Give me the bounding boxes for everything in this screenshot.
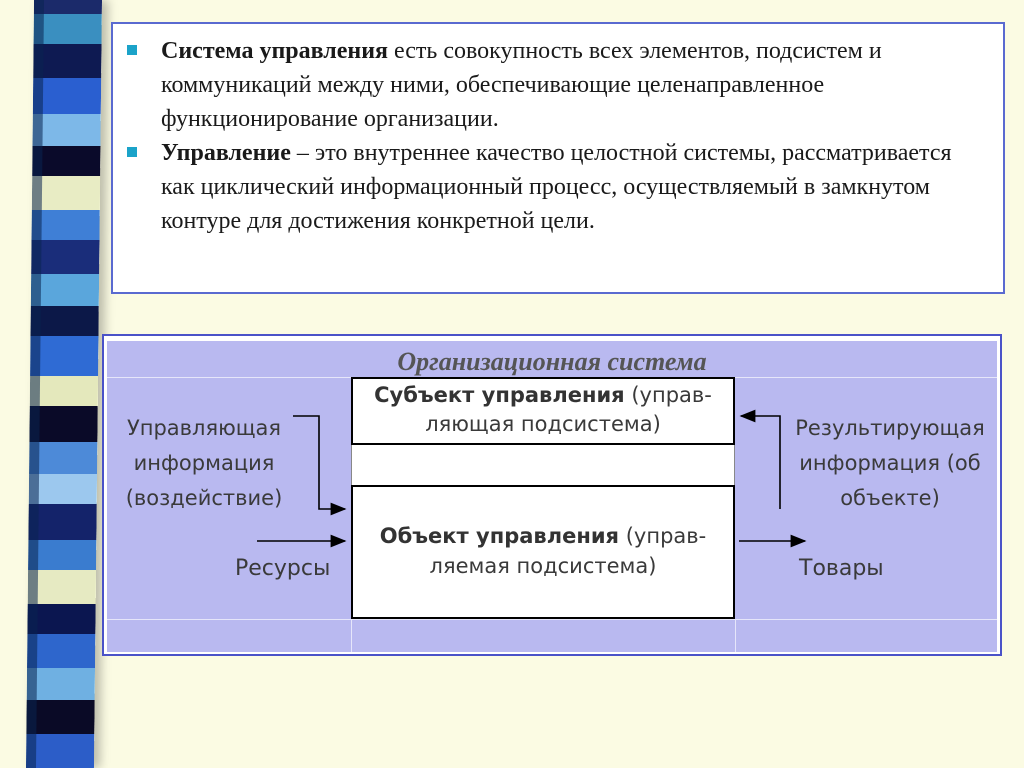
org-diagram [107, 341, 997, 652]
result-info-label: Результирующая информация (об объекте) [795, 416, 985, 510]
definition-text [161, 34, 989, 136]
subject-subtitle: (управ-ляющая подсистема) [425, 383, 712, 436]
square-bullet-icon [127, 45, 137, 55]
definition-item [127, 34, 989, 136]
feedback-arrow [741, 416, 780, 509]
definition-body: есть совокупность всех элементов, подсистем и коммуникаций между ними, обеспечивающие целенаправленное функционирование организации. [161, 38, 882, 132]
definition-term: Управление [161, 140, 291, 166]
diagram-arrows [107, 341, 997, 652]
object-subtitle: (управ-ляемая подсистема) [429, 524, 707, 578]
object-title: Объект управления [379, 524, 620, 548]
resources-label: Ресурсы [235, 556, 331, 581]
subject-title: Субъект управления [374, 383, 625, 407]
control-arrow [293, 416, 345, 509]
control-info-label: Управляющая информация (воздействие) [125, 416, 283, 510]
definitions-box [111, 22, 1005, 294]
definition-term: Система управления [161, 38, 389, 64]
decorative-stripe-band [26, 0, 102, 768]
goods-label: Товары [799, 556, 884, 581]
definition-text [161, 136, 989, 238]
square-bullet-icon [127, 147, 137, 157]
definition-body: – это внутреннее качество целостной системы, рассматривается как циклический информационный процесс, осуществляемый в замкнутом контуре для достижения конкретной цели. [161, 140, 952, 234]
diagram-title: Организационная система [397, 347, 707, 376]
definition-item [127, 136, 989, 238]
